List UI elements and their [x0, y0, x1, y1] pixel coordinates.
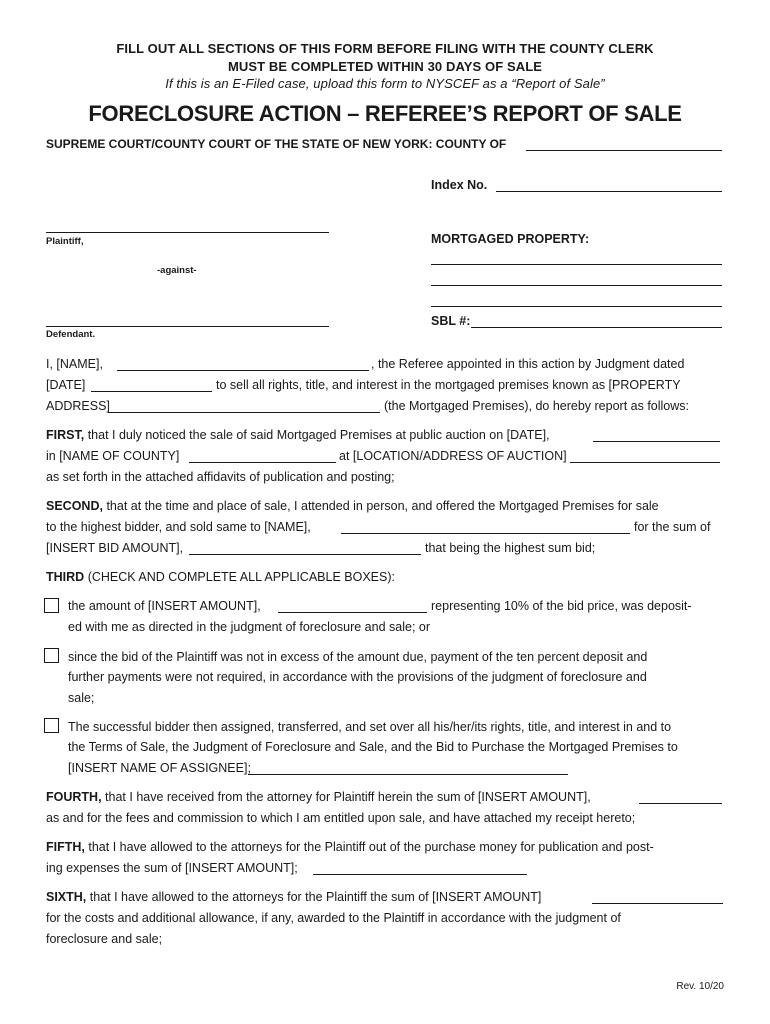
- index-number-field[interactable]: [496, 191, 722, 192]
- assignee-name-field[interactable]: [248, 774, 568, 775]
- property-line-1[interactable]: [431, 264, 722, 265]
- intro-line-2a: [DATE]: [46, 378, 86, 392]
- county-field[interactable]: [526, 150, 722, 151]
- bid-amount-field[interactable]: [189, 554, 421, 555]
- intro-line-1b: , the Referee appointed in this action by Judgment dated: [371, 357, 685, 371]
- first-line-3: as set forth in the attached affidavits of publication and posting;: [46, 470, 395, 484]
- third-opt3-line-2: the Terms of Sale, the Judgment of Foreclosure and Sale, and the Bid to Purchase the Mortgaged Premises to: [68, 740, 678, 754]
- third-opt3-line-3: [INSERT NAME OF ASSIGNEE];: [68, 761, 251, 775]
- first-line-2b: at [LOCATION/ADDRESS OF AUCTION]: [339, 449, 567, 463]
- intro-line-3b: (the Mortgaged Premises), do hereby report as follows:: [384, 399, 689, 413]
- first-label: FIRST,: [46, 428, 85, 442]
- third-opt1-line-2: ed with me as directed in the judgment of foreclosure and sale; or: [68, 620, 431, 634]
- property-address-field[interactable]: [108, 412, 380, 413]
- first-line-1: [46, 428, 550, 442]
- third-opt1-line-1a: the amount of [INSERT AMOUNT],: [68, 599, 261, 613]
- judgment-date-field[interactable]: [91, 391, 212, 392]
- fifth-text-1: that I have allowed to the attorneys for the Plaintiff out of the purchase money for publication and post-: [88, 840, 654, 854]
- defendant-label: Defendant.: [46, 329, 96, 340]
- fourth-text-1: that I have received from the attorney for Plaintiff herein the sum of [INSERT AMOUNT],: [105, 790, 591, 804]
- sixth-label: SIXTH,: [46, 890, 87, 904]
- sbl-field[interactable]: [471, 327, 722, 328]
- assignment-checkbox[interactable]: [44, 718, 59, 733]
- property-line-3[interactable]: [431, 306, 722, 307]
- third-heading: [46, 570, 395, 584]
- revision-label: Rev. 10/20: [676, 981, 724, 992]
- second-label: SECOND,: [46, 499, 103, 513]
- intro-line-1a: I, [NAME],: [46, 357, 103, 371]
- sixth-text-1: that I have allowed to the attorneys for the Plaintiff the sum of [INSERT AMOUNT]: [89, 890, 542, 904]
- second-line-3a: [INSERT BID AMOUNT],: [46, 541, 184, 555]
- first-line-2a: in [NAME OF COUNTY]: [46, 449, 180, 463]
- defendant-name-field[interactable]: [46, 326, 329, 327]
- first-text-1: that I duly noticed the sale of said Mortgaged Premises at public auction on [DATE],: [87, 428, 550, 442]
- third-opt2-line-1: since the bid of the Plaintiff was not in excess of the amount due, payment of the ten percent deposit and: [68, 650, 648, 664]
- fifth-line-1: [46, 840, 654, 854]
- second-line-3b: that being the highest sum bid;: [425, 541, 596, 555]
- property-line-2[interactable]: [431, 285, 722, 286]
- auction-date-field[interactable]: [593, 441, 720, 442]
- court-label: SUPREME COURT/COUNTY COURT OF THE STATE OF NEW YORK: COUNTY OF: [46, 137, 507, 151]
- sbl-label: SBL #:: [431, 314, 471, 328]
- referee-name-field[interactable]: [117, 370, 369, 371]
- header-instruction-1: FILL OUT ALL SECTIONS OF THIS FORM BEFORE FILING WITH THE COUNTY CLERK: [116, 41, 654, 56]
- header-instruction-3: If this is an E-Filed case, upload this form to NYSCEF as a “Report of Sale”: [165, 76, 605, 91]
- mortgaged-property-label: MORTGAGED PROPERTY:: [431, 232, 590, 246]
- deposit-checkbox[interactable]: [44, 598, 59, 613]
- fee-amount-field[interactable]: [639, 803, 722, 804]
- fourth-line-1: [46, 790, 591, 804]
- sixth-line-1: [46, 890, 541, 904]
- third-opt2-line-3: sale;: [68, 691, 95, 705]
- auction-location-field[interactable]: [570, 462, 720, 463]
- sixth-line-3: foreclosure and sale;: [46, 932, 163, 946]
- second-line-2a: to the highest bidder, and sold same to [NAME],: [46, 520, 311, 534]
- county-name-field[interactable]: [189, 462, 336, 463]
- intro-line-3a: ADDRESS]: [46, 399, 110, 413]
- third-opt3-line-1: The successful bidder then assigned, transferred, and set over all his/her/its rights, title, and interest in and to: [68, 720, 672, 734]
- costs-amount-field[interactable]: [592, 903, 723, 904]
- fourth-label: FOURTH,: [46, 790, 102, 804]
- second-line-2b: for the sum of: [634, 520, 711, 534]
- third-opt2-line-2: further payments were not required, in accordance with the provisions of the judgment of foreclosure and: [68, 670, 647, 684]
- fifth-line-2: ing expenses the sum of [INSERT AMOUNT];: [46, 861, 298, 875]
- form-title: FORECLOSURE ACTION – REFEREE’S REPORT OF SALE: [88, 101, 682, 126]
- deposit-amount-field[interactable]: [278, 612, 427, 613]
- intro-line-2b: to sell all rights, title, and interest in the mortgaged premises known as [PROPERTY: [216, 378, 681, 392]
- third-instruction: (CHECK AND COMPLETE ALL APPLICABLE BOXES):: [87, 570, 395, 584]
- plaintiff-bid-checkbox[interactable]: [44, 648, 59, 663]
- plaintiff-label: Plaintiff,: [46, 236, 84, 247]
- plaintiff-name-field[interactable]: [46, 232, 329, 233]
- second-line-1: [46, 499, 659, 513]
- fourth-line-2: as and for the fees and commission to which I am entitled upon sale, and have attached my receipt hereto;: [46, 811, 636, 825]
- fifth-label: FIFTH,: [46, 840, 85, 854]
- second-text-1: that at the time and place of sale, I attended in person, and offered the Mortgaged Premises for sale: [106, 499, 659, 513]
- index-label: Index No.: [431, 178, 488, 192]
- against-label: -against-: [157, 265, 197, 276]
- third-opt1-line-1b: representing 10% of the bid price, was deposit-: [431, 599, 692, 613]
- third-label: THIRD: [46, 570, 85, 584]
- buyer-name-field[interactable]: [341, 533, 630, 534]
- publication-expense-field[interactable]: [313, 874, 527, 875]
- sixth-line-2: for the costs and additional allowance, if any, awarded to the Plaintiff in accordance with the judgment of: [46, 911, 621, 925]
- header-instruction-2: MUST BE COMPLETED WITHIN 30 DAYS OF SALE: [227, 59, 543, 74]
